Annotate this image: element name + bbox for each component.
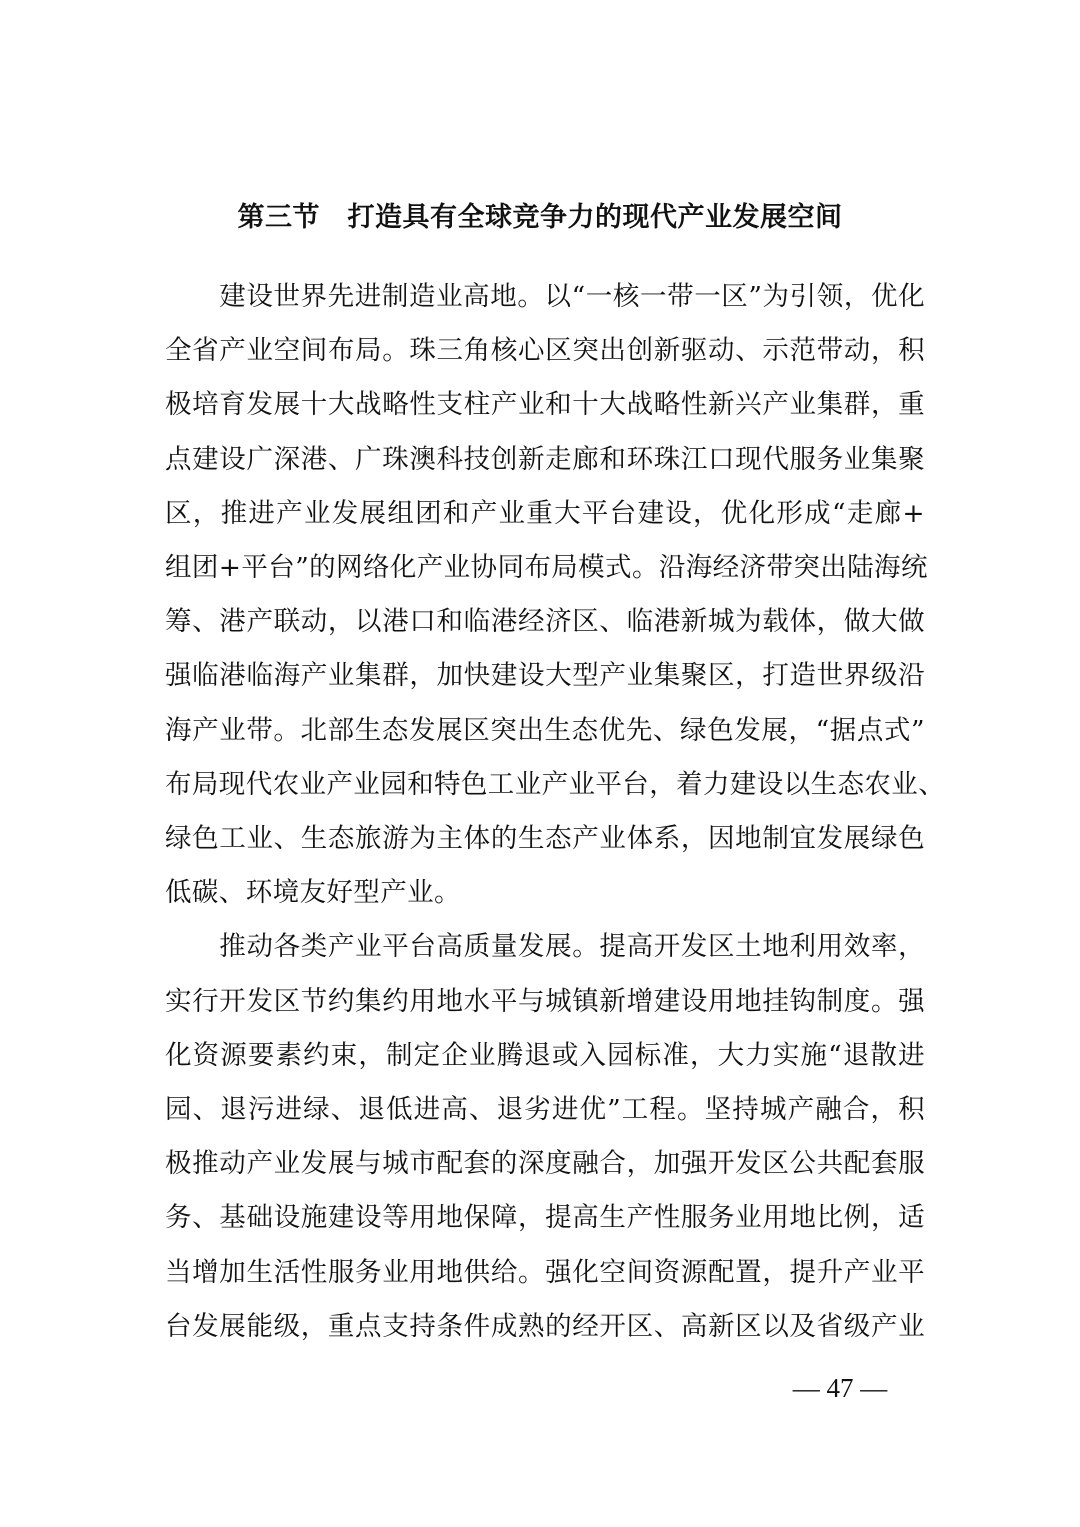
section-title: 第三节 打造具有全球竞争力的现代产业发展空间 <box>237 202 843 233</box>
text-line: 全省产业空间布局。珠三角核心区突出创新驱动、示范带动，积 <box>165 335 925 367</box>
text-line: 绿色工业、生态旅游为主体的生态产业体系，因地制宜发展绿色 <box>165 823 925 855</box>
text-line: 推动各类产业平台高质量发展。提高开发区土地利用效率， <box>165 931 925 963</box>
text-line: 强临港临海产业集群，加快建设大型产业集聚区，打造世界级沿 <box>165 660 925 692</box>
text-line: 极培育发展十大战略性支柱产业和十大战略性新兴产业集群，重 <box>165 389 925 421</box>
text-line: 布局现代农业产业园和特色工业产业平台，着力建设以生态农业、 <box>165 768 946 800</box>
text-line: 极推动产业发展与城市配套的深度融合，加强开发区公共配套服 <box>165 1148 925 1180</box>
text-line: 当增加生活性服务业用地供给。强化空间资源配置，提升产业平 <box>165 1256 925 1288</box>
body-text <box>165 270 946 1354</box>
text-line: 区，推进产业发展组团和产业重大平台建设，优化形成“走廊+ <box>165 497 925 529</box>
text-line: 建设世界先进制造业高地。以“一核一带一区”为引领，优化 <box>165 281 925 312</box>
text-line: 筹、港产联动，以港口和临港经济区、临港新城为载体，做大做 <box>165 606 925 638</box>
paragraph-1 <box>165 270 946 920</box>
text-line: 化资源要素约束，制定企业腾退或入园标准，大力实施“退散进 <box>165 1039 925 1071</box>
page-number: — 47 — <box>792 1373 888 1403</box>
text-line: 务、基础设施建设等用地保障，提高生产性服务业用地比例，适 <box>165 1202 925 1234</box>
text-line: 实行开发区节约集约用地水平与城镇新增建设用地挂钩制度。强 <box>165 985 925 1017</box>
text-line: 组团+平台”的网络化产业协同布局模式。沿海经济带突出陆海统 <box>165 552 928 584</box>
text-line: 低碳、环境友好型产业。 <box>165 877 461 909</box>
text-line: 园、退污进绿、退低进高、退劣进优”工程。坚持城产融合，积 <box>165 1094 925 1126</box>
paragraph-2 <box>165 920 925 1354</box>
text-line: 海产业带。北部生态发展区突出生态优先、绿色发展，“据点式” <box>165 714 925 746</box>
text-line: 台发展能级，重点支持条件成熟的经开区、高新区以及省级产业 <box>165 1310 925 1342</box>
text-line: 点建设广深港、广珠澳科技创新走廊和环珠江口现代服务业集聚 <box>165 443 925 475</box>
